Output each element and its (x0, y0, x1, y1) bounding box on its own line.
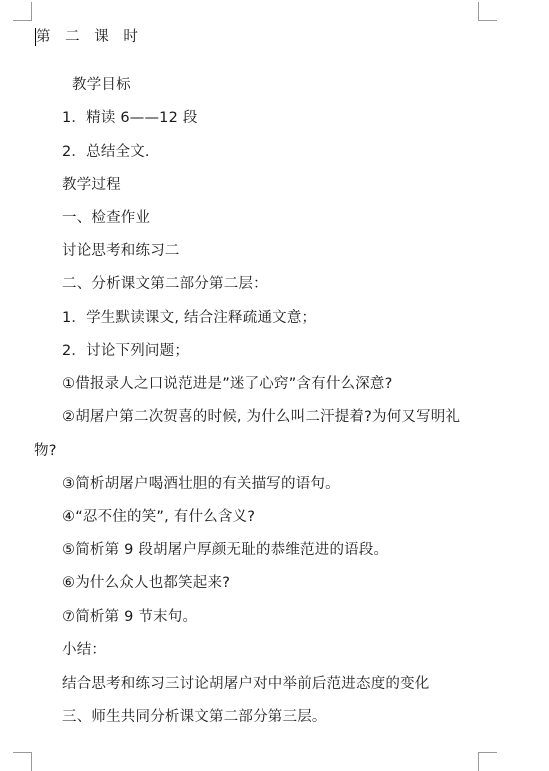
question-item-2[interactable]: ②胡屠户第二次贺喜的时候, 为什么叫二汗提着?为何又写明礼 (62, 409, 461, 425)
top-right-crop-mark (478, 2, 497, 21)
question-item-5[interactable]: ⑤简析第 9 段胡屠户厚颜无耻的恭维范进的语段。 (62, 542, 389, 558)
objective-item-2[interactable]: 2．总结全文. (62, 144, 150, 160)
bottom-right-crop-mark (478, 752, 497, 771)
summary-text[interactable]: 结合思考和练习三讨论胡屠户对中举前后范进态度的变化 (62, 676, 430, 692)
section-heading-process[interactable]: 教学过程 (62, 177, 121, 193)
top-left-crop-mark (13, 2, 32, 21)
lesson-title[interactable]: 第 二 课 时 (36, 29, 143, 45)
question-item-7[interactable]: ⑦简析第 9 节末句。 (62, 609, 198, 625)
step-heading-3[interactable]: 三、师生共同分析课文第二部分第三层。 (62, 709, 327, 725)
numbered-item[interactable]: 2．讨论下列问题； (62, 343, 190, 359)
bottom-left-crop-mark (13, 752, 32, 771)
question-item-1[interactable]: ①借报录人之口说范进是”迷了心窍”含有什么深意? (62, 376, 393, 392)
section-heading-objectives[interactable]: 教学目标 (72, 77, 131, 93)
paragraph-line[interactable]: 讨论思考和练习二 (62, 243, 180, 259)
summary-heading[interactable]: 小结： (62, 642, 107, 658)
question-item-4[interactable]: ④“忍不住的笑”, 有什么含义? (62, 509, 256, 525)
objective-item-1[interactable]: 1．精读 6——12 段 (62, 110, 198, 126)
numbered-item[interactable]: 1．学生默读课文, 结合注释疏通文意； (62, 310, 317, 326)
question-item-2-continuation[interactable]: 物? (34, 443, 57, 459)
step-heading-2[interactable]: 二、分析课文第二部分第二层： (62, 276, 268, 292)
question-item-3[interactable]: ③简析胡屠户喝酒壮胆的有关描写的语句。 (62, 476, 340, 492)
step-heading-1[interactable]: 一、检查作业 (62, 210, 151, 226)
question-item-6[interactable]: ⑥为什么众人也都笑起来? (62, 575, 231, 591)
